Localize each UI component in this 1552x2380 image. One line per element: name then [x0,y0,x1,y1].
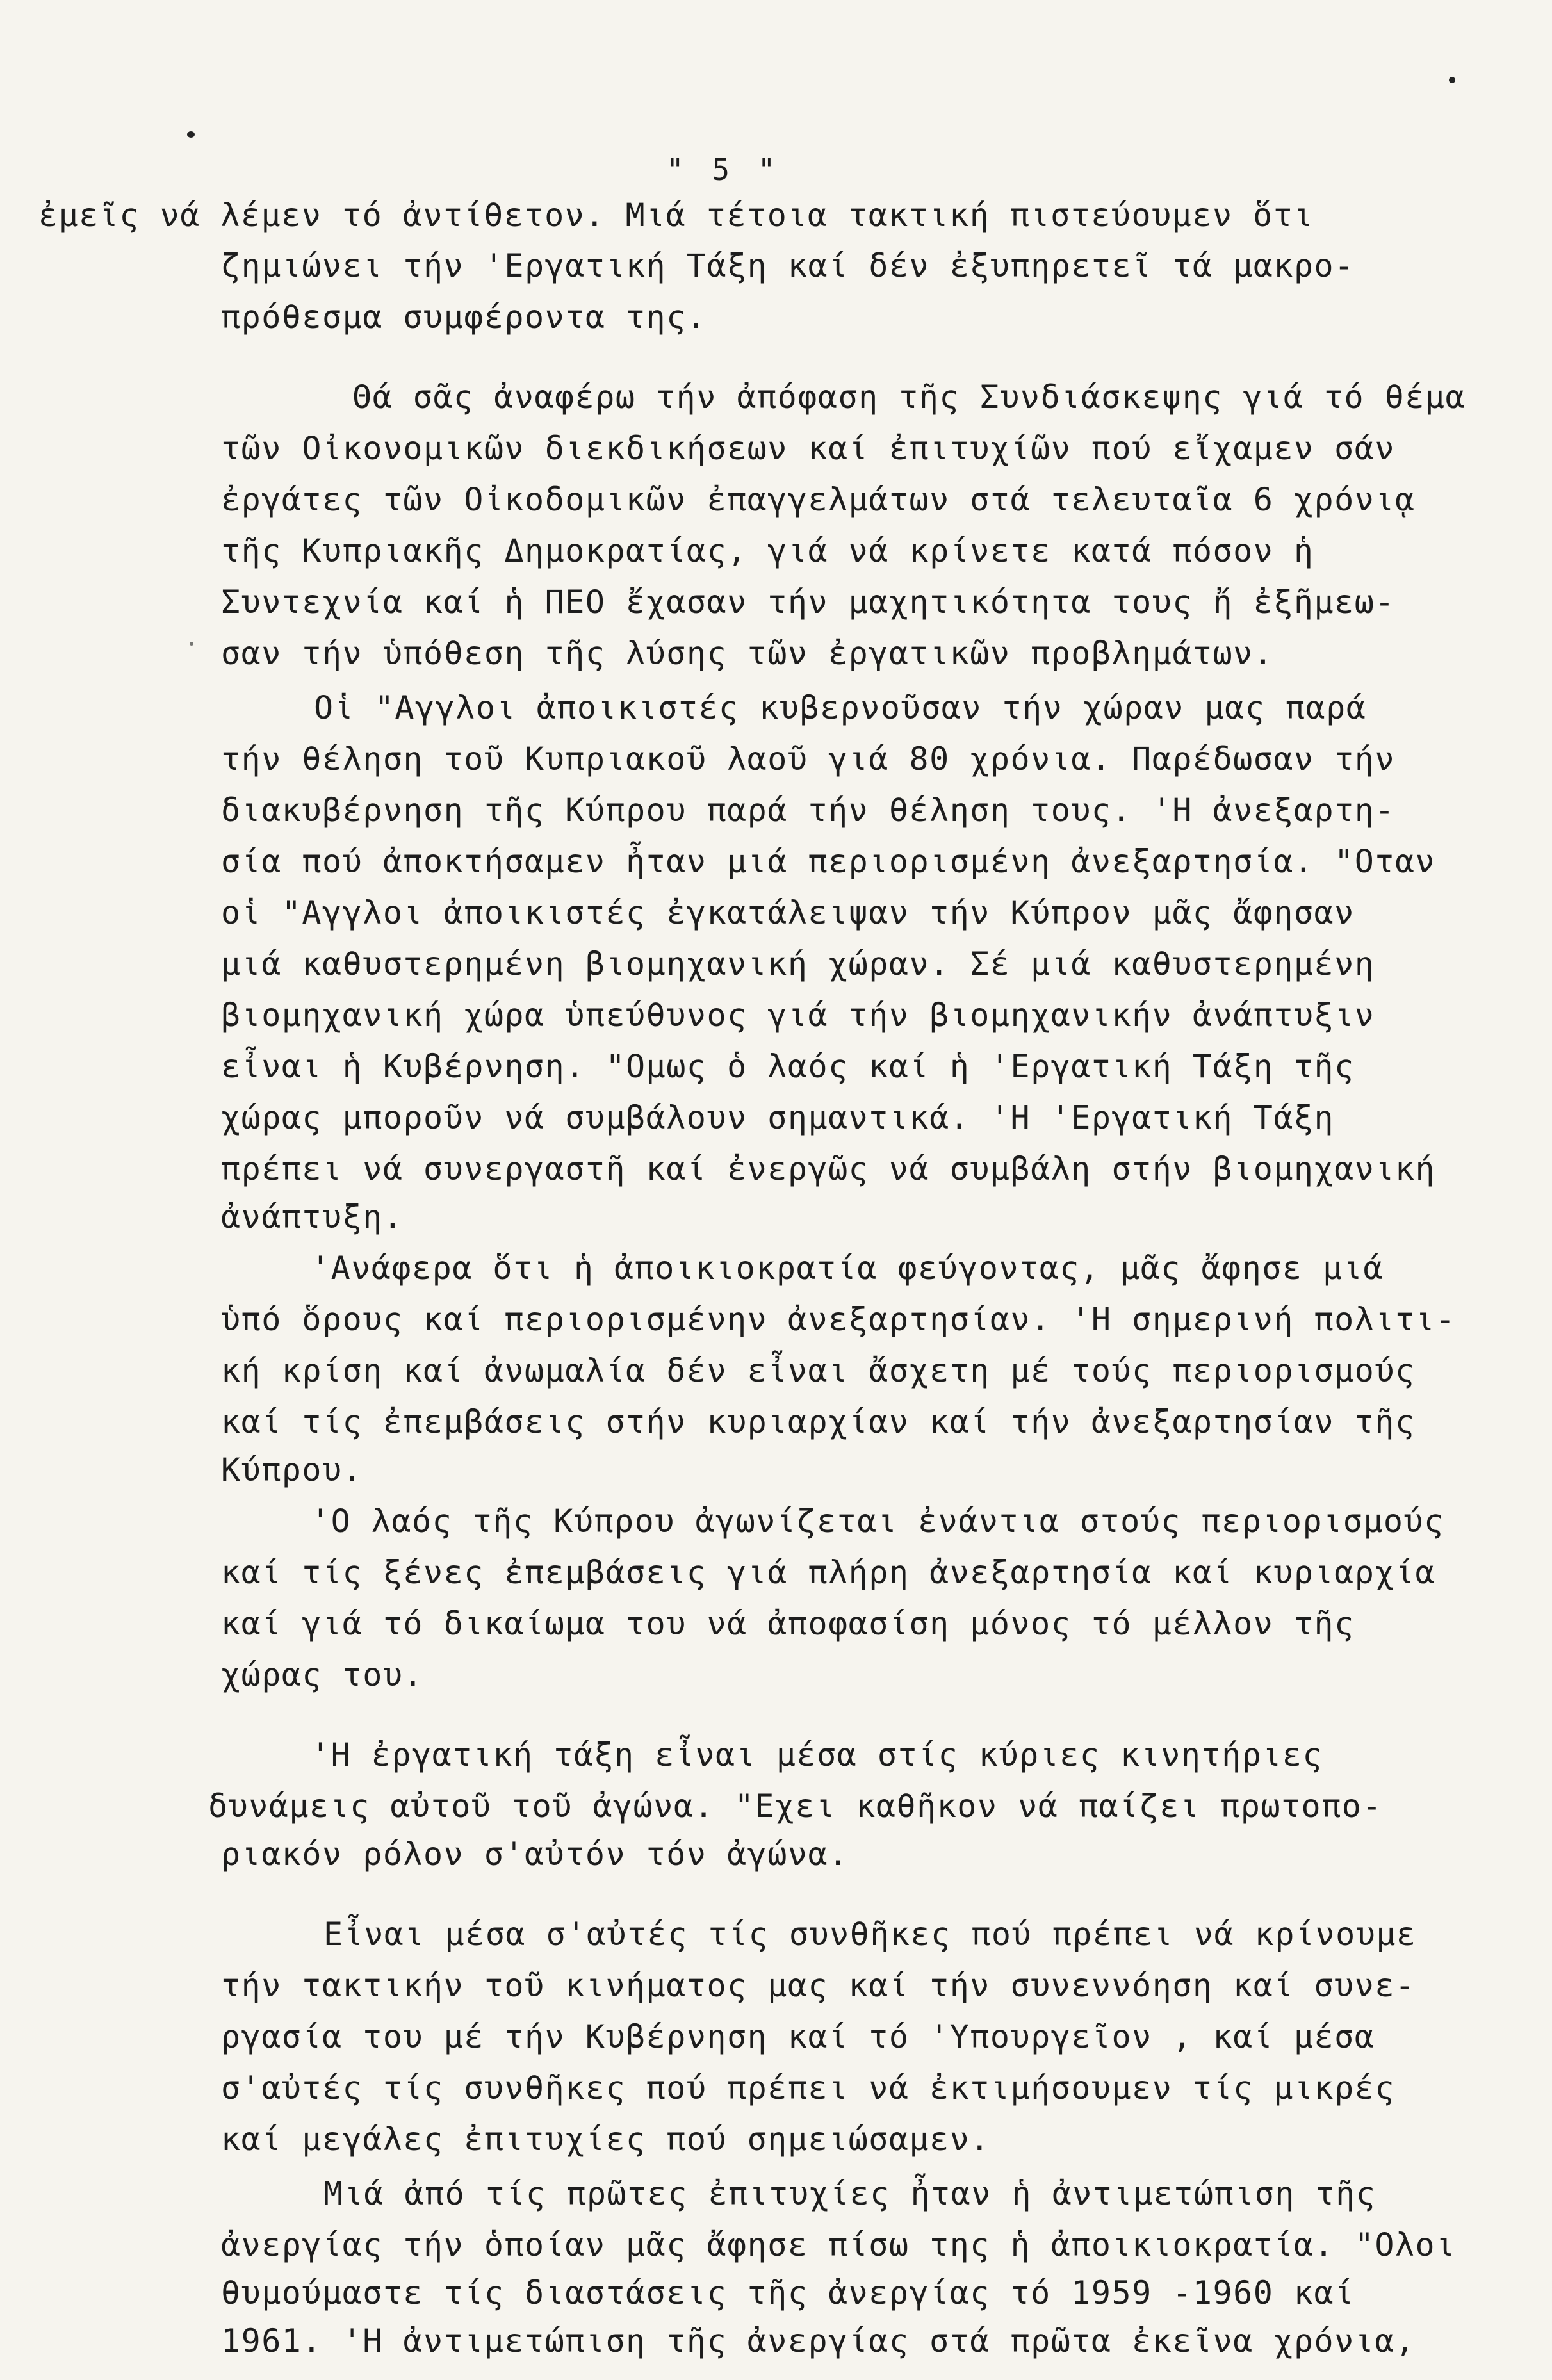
text-line: ριακόν ρόλον σ'αὐτόν τόν ἀγώνα. [221,1836,849,1873]
text-line: τήν θέληση τοῦ Κυπριακοῦ λαοῦ γιά 80 χρόνια. Παρέδωσαν τήν [221,740,1395,778]
text-line: σαν τήν ὑπόθεση τῆς λύσης τῶν ἐργατικῶν προβλημάτων. [221,635,1274,672]
text-line: βιομηχανική χώρα ὑπεύθυνος γιά τήν βιομηχανικήν ἀνάπτυξιν [221,997,1375,1034]
text-line: τήν τακτικήν τοῦ κινήματος μας καί τήν συνεννόηση καί συνε- [221,1967,1416,2004]
text-line: ὑπό ὅρους καί περιορισμένην ἀνεξαρτησίαν. 'Η σημερινή πολιτι- [221,1301,1456,1338]
text-line: ἀνεργίας τήν ὁποίαν μᾶς ἄφησε πίσω της ἡ ἀποικιοκρατία. "Ολοι [221,2226,1456,2263]
text-line: Εἶναι μέσα σ'αὐτές τίς συνθῆκες πού πρέπει νά κρίνουμε [323,1916,1417,1953]
text-line: μιά καθυστερημένη βιομηχανική χώραν. Σέ μιά καθυστερημένη [221,945,1375,982]
text-line: κή κρίση καί ἀνωμαλία δέν εἶναι ἄσχετη μέ τούς περιορισμούς [221,1352,1416,1389]
text-line: ἐμεῖς νά λέμεν τό ἀντίθετον. Μιά τέτοια τακτική πιστεύουμεν ὅτι [38,197,1314,234]
text-line: τῶν Οἰκονομικῶν διεκδικήσεων καί ἐπιτυχίῶν πού εἴχαμεν σάν [221,430,1395,467]
text-line: 'Η ἐργατική τάξη εἶναι μέσα στίς κύριες κινητήριες [311,1736,1323,1773]
text-line: θυμούμαστε τίς διαστάσεις τῆς ἀνεργίας τό 1959 -1960 καί [221,2274,1355,2311]
scan-speck [1449,77,1455,83]
text-line: διακυβέρνηση τῆς Κύπρου παρά τήν θέληση τους. 'Η ἀνεξαρτη- [221,792,1395,829]
text-line: πρόθεσμα συμφέροντα της. [221,298,707,336]
text-line: ἐργάτες τῶν Οἰκοδομικῶν ἐπαγγελμάτων στά τελευταῖα 6 χρόνιᾳ [221,481,1416,518]
page-number: " 5 " [666,152,781,187]
text-line: χώρας μποροῦν νά συμβάλουν σημαντικά. 'Η 'Εργατική Τάξη [221,1099,1335,1136]
text-line: οἱ "Αγγλοι ἀποικιστές ἐγκατάλειψαν τήν Κύπρον μᾶς ἄφησαν [221,894,1355,931]
text-line: Μιά ἀπό τίς πρῶτες ἐπιτυχίες ἦταν ἡ ἀντιμετώπιση τῆς [323,2175,1376,2212]
scan-speck [190,642,193,646]
text-line: καί τίς ξένες ἐπεμβάσεις γιά πλήρη ἀνεξαρτησία καί κυριαρχία [221,1554,1436,1591]
text-line: 1961. 'Η ἀντιμετώπιση τῆς ἀνεργίας στά πρῶτα ἐκεῖνα χρόνια, [221,2322,1416,2360]
text-line: καί τίς ἐπεμβάσεις στήν κυριαρχίαν καί τήν ἀνεξαρτησίαν τῆς [221,1403,1416,1440]
text-line: πρέπει νά συνεργαστῆ καί ἐνεργῶς νά συμβάλη στήν βιομηχανική [221,1150,1436,1187]
text-line: Θά σᾶς ἀναφέρω τήν ἀπόφαση τῆς Συνδιάσκεψης γιά τό θέμα [352,379,1466,416]
text-line: χώρας του. [221,1656,424,1693]
text-line: Συντεχνία καί ἡ ΠΕΟ ἔχασαν τήν μαχητικότητα τους ἤ ἐξῆμεω- [221,583,1395,621]
text-line: εἶναι ἡ Κυβέρνηση. "Ομως ὁ λαός καί ἡ 'Εργατική Τάξη τῆς [221,1048,1355,1085]
text-line: τῆς Κυπριακῆς Δημοκρατίας, γιά νά κρίνετε κατά πόσον ἡ [221,532,1314,569]
text-line: ἀνάπτυξη. [221,1198,404,1235]
text-line: 'Ο λαός τῆς Κύπρου ἀγωνίζεται ἐνάντια στούς περιορισμούς [311,1503,1444,1540]
text-line: δυνάμεις αὐτοῦ τοῦ ἀγώνα. "Εχει καθῆκον νά παίζει πρωτοπο- [208,1788,1382,1825]
text-line: ζημιώνει τήν 'Εργατική Τάξη καί δέν ἐξυπηρετεῖ τά μακρο- [221,247,1355,284]
text-line: σ'αὐτές τίς συνθῆκες πού πρέπει νά ἐκτιμήσουμεν τίς μικρές [221,2069,1395,2107]
scan-speck [187,131,195,138]
text-line: 'Ανάφερα ὅτι ἡ ἀποικιοκρατία φεύγοντας, μᾶς ἄφησε μιά [311,1250,1384,1287]
text-line: καί γιά τό δικαίωμα του νά ἀποφασίση μόνος τό μέλλον τῆς [221,1605,1355,1642]
text-line: Οἱ "Αγγλοι ἀποικιστές κυβερνοῦσαν τήν χώραν μας παρά [314,689,1367,726]
text-line: καί μεγάλες ἐπιτυχίες πού σημειώσαμεν. [221,2121,990,2158]
text-line: σία πού ἀποκτήσαμεν ἦταν μιά περιορισμένη ἀνεξαρτησία. "Οταν [221,843,1436,880]
text-line: Κύπρου. [221,1451,363,1488]
text-line: ργασία του μέ τήν Κυβέρνηση καί τό 'Υπουργεῖον , καί μέσα [221,2018,1375,2055]
